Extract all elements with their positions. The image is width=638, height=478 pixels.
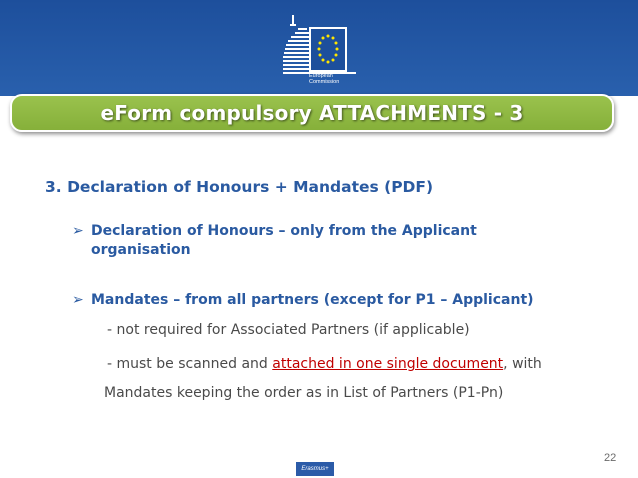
erasmus-badge	[296, 462, 334, 476]
logo-caption	[309, 73, 339, 85]
erasmus-badge-text: Erasmus+	[301, 466, 329, 472]
sub-item-text: - must be scanned and	[107, 356, 273, 372]
sub-item-scanned	[107, 356, 542, 372]
sub-item-text: , with	[503, 356, 542, 372]
arrow-bullet-icon: ➢	[72, 292, 84, 308]
section-heading: 3. Declaration of Honours + Mandates (PDF)	[45, 178, 434, 196]
logo-caption-line2: Commission	[309, 79, 340, 85]
bullet-declaration	[72, 222, 542, 260]
page-number: 22	[604, 452, 617, 464]
single-document-link[interactable]: attached in one single document	[272, 356, 504, 372]
sub-item-associated-partners: - not required for Associated Partners (if applicable)	[107, 322, 470, 338]
bullet-mandates	[72, 291, 617, 310]
slide-title: eForm compulsory ATTACHMENTS - 3	[100, 101, 524, 125]
bullet-text: Declaration of Honours – only from the Applicant organisation	[91, 223, 477, 258]
logo-caption-line1: European	[309, 73, 333, 79]
bullet-text: Mandates – from all partners (except for P1 – Applicant)	[91, 292, 534, 308]
title-bar	[10, 94, 614, 132]
sub-item-order: Mandates keeping the order as in List of Partners (P1-Pn)	[104, 385, 504, 401]
arrow-bullet-icon: ➢	[72, 223, 84, 239]
